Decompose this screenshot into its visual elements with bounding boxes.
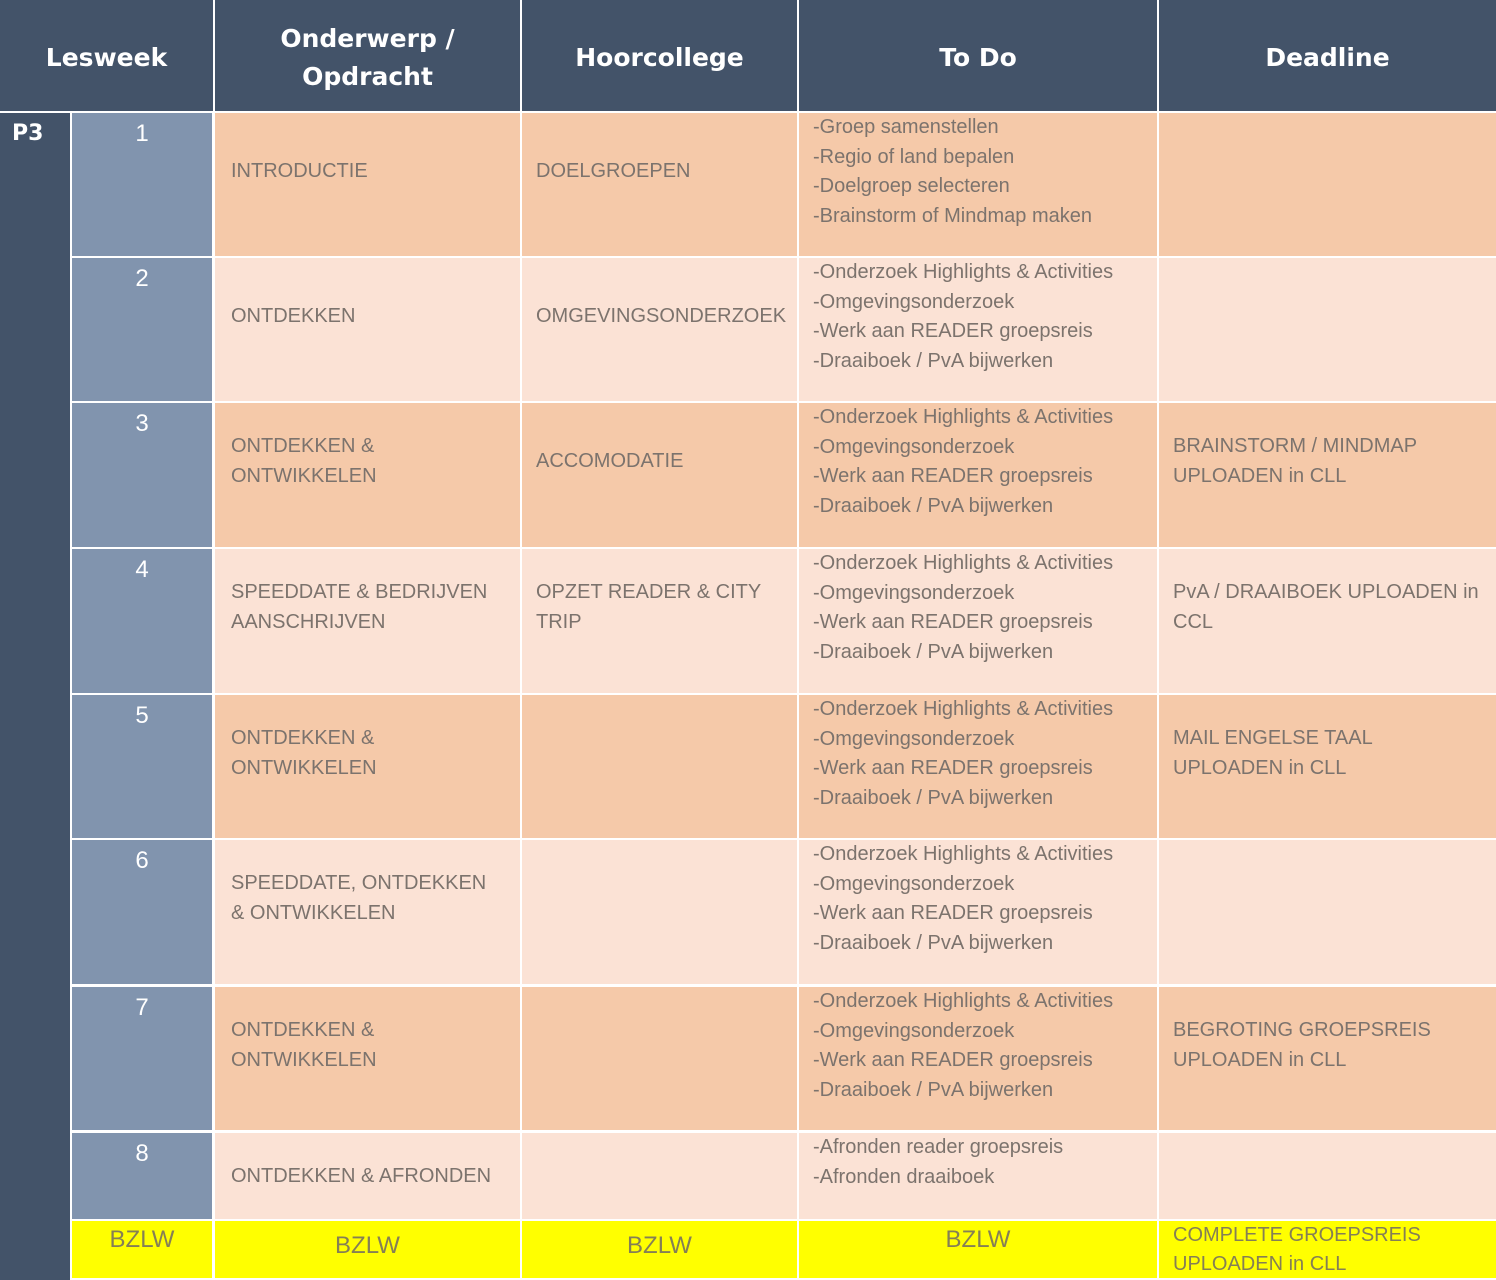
deadline-cell: BEGROTING GROEPSREIS UPLOADEN in CLL	[1159, 987, 1496, 1130]
period-column	[0, 113, 70, 1280]
onderwerp-cell: SPEEDDATE, ONTDEKKEN & ONTWIKKELEN	[215, 840, 520, 984]
todo-cell	[799, 403, 1157, 547]
todo-item: -Werk aan READER groepsreis	[813, 320, 1093, 342]
todo-item: -Werk aan READER groepsreis	[813, 757, 1093, 779]
todo-cell	[799, 549, 1157, 693]
todo-item: -Onderzoek Highlights & Activities	[813, 990, 1114, 1012]
onderwerp-cell: ONTDEKKEN & AFRONDEN	[215, 1133, 520, 1219]
onderwerp-cell: ONTDEKKEN	[215, 258, 520, 401]
deadline-cell: MAIL ENGELSE TAAL UPLOADEN in CLL	[1159, 695, 1496, 838]
hoorcollege-cell	[522, 695, 797, 838]
header-onderwerp-line2: Opdracht	[302, 61, 433, 91]
onderwerp-cell: INTRODUCTIE	[215, 113, 520, 256]
todo-cell	[799, 113, 1157, 256]
todo-item: -Draaiboek / PvA bijwerken	[813, 494, 1054, 517]
week-number: 7	[72, 987, 212, 1130]
todo-item: -Regio of land bepalen	[813, 145, 1015, 168]
todo-item: -Omgevingsonderzoek	[813, 872, 1015, 895]
todo-item: -Omgevingsonderzoek	[813, 435, 1015, 458]
bzlw-todo-cell: BZLW	[799, 1221, 1157, 1278]
todo-item: -Onderzoek Highlights & Activities	[813, 406, 1114, 428]
week-number: 2	[72, 258, 212, 401]
todo-item: -Omgevingsonderzoek	[813, 1019, 1015, 1042]
hoorcollege-cell: DOELGROEPEN	[522, 113, 797, 256]
header-onderwerp	[215, 0, 520, 111]
table-row-bzlw	[72, 1221, 1496, 1278]
week-number: 6	[72, 840, 212, 984]
onderwerp-cell: ONTDEKKEN & ONTWIKKELEN	[215, 695, 520, 838]
todo-item: -Draaiboek / PvA bijwerken	[813, 786, 1054, 809]
todo-item: -Afronden draaiboek	[813, 1165, 995, 1188]
deadline-cell: BRAINSTORM / MINDMAP UPLOADEN in CLL	[1159, 403, 1496, 547]
todo-item: -Doelgroep selecteren	[813, 175, 1010, 197]
todo-item: -Werk aan READER groepsreis	[813, 902, 1093, 924]
hoorcollege-cell: ACCOMODATIE	[522, 403, 797, 547]
todo-item: -Brainstorm of Mindmap maken	[813, 204, 1092, 227]
week-number: 8	[72, 1133, 212, 1219]
deadline-cell	[1159, 840, 1496, 984]
hoorcollege-cell: OMGEVINGSONDERZOEK	[522, 258, 797, 401]
table-row-week-5	[72, 695, 1496, 838]
table-row-week-7	[72, 987, 1496, 1130]
todo-item: -Werk aan READER groepsreis	[813, 465, 1093, 487]
week-number: 5	[72, 695, 212, 838]
header-hoorcollege: Hoorcollege	[522, 0, 797, 111]
hoorcollege-cell	[522, 987, 797, 1130]
deadline-cell	[1159, 258, 1496, 401]
bzlw-hoorcollege-cell: BZLW	[522, 1221, 797, 1278]
onderwerp-cell: ONTDEKKEN & ONTWIKKELEN	[215, 987, 520, 1130]
todo-item: -Draaiboek / PvA bijwerken	[813, 640, 1054, 663]
todo-item: -Onderzoek Highlights & Activities	[813, 698, 1114, 720]
deadline-cell	[1159, 1133, 1496, 1219]
todo-item: -Omgevingsonderzoek	[813, 581, 1015, 604]
table-row-week-3	[72, 403, 1496, 547]
todo-item: -Werk aan READER groepsreis	[813, 1049, 1093, 1071]
hoorcollege-cell	[522, 1133, 797, 1219]
todo-cell	[799, 987, 1157, 1130]
todo-item: -Omgevingsonderzoek	[813, 727, 1015, 750]
deadline-cell: PvA / DRAAIBOEK UPLOADEN in CCL	[1159, 549, 1496, 693]
header-onderwerp-line1: Onderwerp /	[280, 23, 455, 53]
header-deadline: Deadline	[1159, 0, 1496, 111]
table-row-week-4	[72, 549, 1496, 693]
week-number: 4	[72, 549, 212, 693]
hoorcollege-cell: OPZET READER & CITY TRIP	[522, 549, 797, 693]
bzlw-week-cell: BZLW	[72, 1221, 212, 1278]
hoorcollege-cell	[522, 840, 797, 984]
todo-item: -Omgevingsonderzoek	[813, 290, 1015, 313]
todo-item: -Draaiboek / PvA bijwerken	[813, 1078, 1054, 1101]
todo-item: -Groep samenstellen	[813, 116, 999, 138]
todo-item: -Onderzoek Highlights & Activities	[813, 261, 1114, 283]
todo-cell	[799, 1133, 1157, 1219]
onderwerp-cell: SPEEDDATE & BEDRIJVEN AANSCHRIJVEN	[215, 549, 520, 693]
todo-item: -Onderzoek Highlights & Activities	[813, 552, 1114, 574]
header-todo: To Do	[799, 0, 1157, 111]
todo-item: -Onderzoek Highlights & Activities	[813, 843, 1114, 865]
todo-item: -Draaiboek / PvA bijwerken	[813, 931, 1054, 954]
table-row-week-6	[72, 840, 1496, 984]
todo-cell	[799, 258, 1157, 401]
table-row-week-2	[72, 258, 1496, 401]
todo-cell	[799, 840, 1157, 984]
bzlw-deadline-cell: COMPLETE GROEPSREIS UPLOADEN in CLL	[1159, 1221, 1496, 1278]
todo-cell	[799, 695, 1157, 838]
week-number: 3	[72, 403, 212, 547]
week-number: 1	[72, 113, 212, 256]
todo-item: -Afronden reader groepsreis	[813, 1136, 1064, 1158]
header-lesweek: Lesweek	[0, 0, 213, 111]
bzlw-onderwerp-cell: BZLW	[215, 1221, 520, 1278]
onderwerp-cell: ONTDEKKEN & ONTWIKKELEN	[215, 403, 520, 547]
deadline-cell	[1159, 113, 1496, 256]
todo-item: -Draaiboek / PvA bijwerken	[813, 349, 1054, 372]
table-row-week-8	[72, 1133, 1496, 1219]
period-label: P3	[12, 121, 44, 146]
todo-item: -Werk aan READER groepsreis	[813, 611, 1093, 633]
table-row-week-1	[72, 113, 1496, 256]
